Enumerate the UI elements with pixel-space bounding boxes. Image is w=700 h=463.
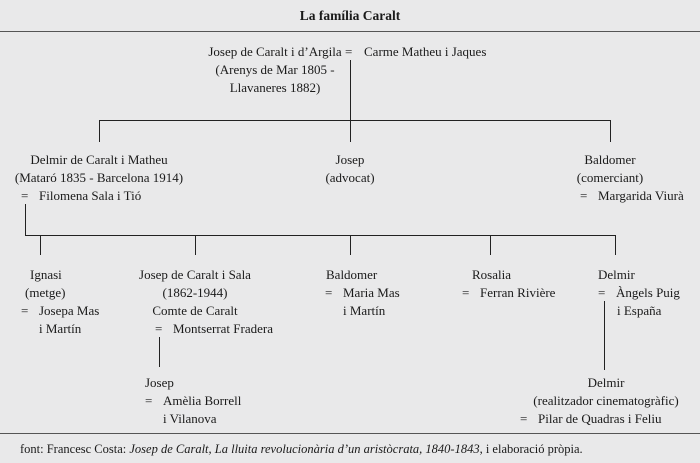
gen2-sibling-line bbox=[99, 120, 611, 121]
marriage-symbol: = bbox=[598, 285, 606, 300]
title-divider bbox=[0, 31, 700, 32]
gen3-rosalia-name: Rosalia bbox=[472, 267, 511, 282]
gen3-josep-name: Josep de Caralt i Sala bbox=[139, 267, 251, 282]
gen1-josep-dates-2: Llavaneres 1882) bbox=[229, 80, 321, 95]
gen3-delmir-spouse-1: Àngels Puig bbox=[616, 285, 680, 300]
marriage-symbol: = bbox=[325, 285, 333, 300]
marriage-symbol: = bbox=[155, 321, 163, 336]
gen2-baldomer-spouse: Margarida Viurà bbox=[598, 188, 684, 203]
marriage-symbol: = bbox=[580, 188, 588, 203]
gen2-drop-baldomer bbox=[610, 120, 611, 142]
gen4-delmir-note: (realitzador cinematogràfic) bbox=[533, 393, 679, 408]
marriage-symbol: = bbox=[462, 285, 470, 300]
gen2-josep-note: (advocat) bbox=[325, 170, 375, 185]
gen1-josep-dates-1: (Arenys de Mar 1805 - bbox=[215, 62, 335, 77]
gen2-josep-name: Josep bbox=[335, 152, 365, 167]
gen2-delmir-name: Delmir de Caralt i Matheu bbox=[30, 152, 168, 167]
gen4-josep-spouse-1: Amèlia Borrell bbox=[163, 393, 242, 408]
footer-suffix: , i elaboració pròpia. bbox=[479, 442, 583, 456]
marriage-symbol: = bbox=[21, 188, 29, 203]
gen3-baldomer-spouse-2: i Martín bbox=[343, 303, 386, 318]
gen2-delmir-descent-line bbox=[25, 204, 26, 235]
gen3-delmir-spouse-2: i España bbox=[617, 303, 662, 318]
gen3-rosalia-spouse-row bbox=[462, 285, 555, 301]
marriage-symbol: = bbox=[345, 44, 353, 59]
gen3-baldomer-spouse-1: Maria Mas bbox=[343, 285, 400, 300]
gen2-drop-josep bbox=[350, 120, 351, 142]
gen1-descent-line bbox=[350, 60, 351, 120]
gen4-delmir-name: Delmir bbox=[587, 375, 625, 390]
gen4-delmir-spouse: Pilar de Quadras i Feliu bbox=[538, 411, 662, 426]
gen3-ignasi-name: Ignasi bbox=[30, 267, 62, 282]
gen3-drop-delmir bbox=[615, 235, 616, 255]
gen2-baldomer-note: (comerciant) bbox=[576, 170, 644, 185]
footer-work-title: Josep de Caralt, La lluita revolucionària d’un aristòcrata, 1840-1843 bbox=[129, 442, 480, 456]
gen1-spouse: Carme Matheu i Jaques bbox=[364, 44, 487, 59]
gen3-sibling-line bbox=[25, 235, 616, 236]
gen3-delmir-descent-line bbox=[604, 301, 605, 370]
gen3-ignasi-note: (metge) bbox=[25, 285, 66, 300]
gen3-josep-spouse-row bbox=[155, 321, 273, 337]
gen3-drop-ignasi bbox=[40, 235, 41, 255]
gen3-delmir-spouse-row bbox=[598, 285, 680, 301]
gen4-josep-spouse-row bbox=[145, 393, 241, 409]
footer-prefix: font: Francesc Costa: bbox=[20, 442, 130, 456]
gen3-delmir-name: Delmir bbox=[598, 267, 635, 282]
gen4-josep-spouse-2: i Vilanova bbox=[163, 411, 217, 426]
marriage-symbol: = bbox=[520, 411, 528, 426]
gen1-josep-name: Josep de Caralt i d’Argila bbox=[208, 44, 342, 59]
gen3-josep-spouse: Montserrat Fradera bbox=[173, 321, 273, 336]
footer-divider bbox=[0, 433, 700, 434]
gen3-josep-descent-line bbox=[159, 337, 160, 367]
gen3-josep-title: Comte de Caralt bbox=[152, 303, 238, 318]
gen2-baldomer-spouse-row bbox=[580, 188, 684, 204]
page-title: La família Caralt bbox=[299, 8, 401, 23]
gen3-baldomer-name: Baldomer bbox=[326, 267, 378, 282]
gen3-drop-baldomer bbox=[350, 235, 351, 255]
gen4-josep-name: Josep bbox=[145, 375, 174, 390]
gen2-drop-delmir bbox=[99, 120, 100, 142]
gen3-ignasi-spouse-2: i Martín bbox=[39, 321, 82, 336]
gen4-delmir-spouse-row bbox=[520, 411, 661, 427]
gen2-delmir-dates: (Mataró 1835 - Barcelona 1914) bbox=[14, 170, 184, 185]
gen3-josep-dates: (1862-1944) bbox=[162, 285, 228, 300]
source-footnote bbox=[20, 442, 583, 457]
gen3-drop-josep bbox=[195, 235, 196, 255]
gen2-delmir-spouse-row bbox=[21, 188, 141, 204]
gen3-rosalia-spouse: Ferran Rivière bbox=[480, 285, 556, 300]
gen3-ignasi-spouse-1: Josepa Mas bbox=[39, 303, 100, 318]
gen3-baldomer-spouse-row bbox=[325, 285, 400, 301]
marriage-symbol: = bbox=[145, 393, 153, 408]
marriage-symbol: = bbox=[21, 303, 29, 318]
gen3-drop-rosalia bbox=[490, 235, 491, 255]
gen2-baldomer-name: Baldomer bbox=[584, 152, 636, 167]
gen3-ignasi-spouse-row bbox=[21, 303, 99, 319]
gen2-delmir-spouse: Filomena Sala i Tió bbox=[39, 188, 142, 203]
